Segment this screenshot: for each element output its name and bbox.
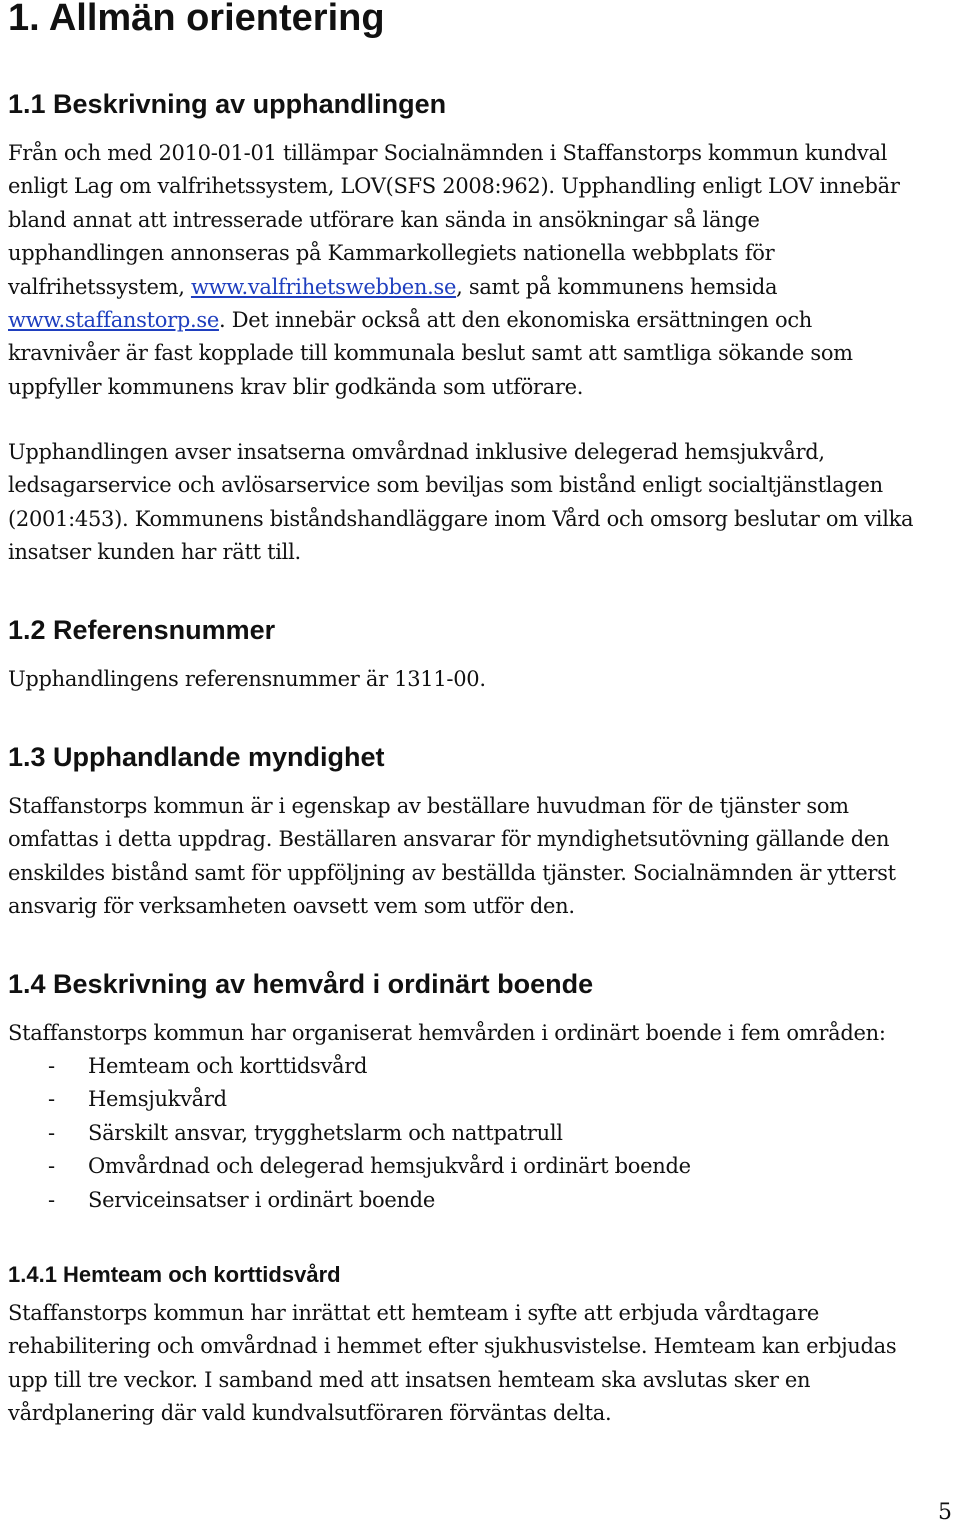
- text-line: rehabilitering och omvårdnad i hemmet efter sjukhusvistelse. Hemteam kan erbjudas: [8, 1334, 897, 1359]
- section-heading-1-1: 1.1 Beskrivning av upphandlingen: [8, 89, 447, 119]
- section-heading-1-2: 1.2 Referensnummer: [8, 615, 276, 645]
- list-dash: -: [48, 1120, 55, 1145]
- text-line: (2001:453). Kommunens biståndshandläggare inom Vård och omsorg beslutar om vilka: [8, 506, 914, 531]
- text-fragment: valfrihetssystem,: [8, 274, 191, 299]
- section-1-2-paragraph: [8, 663, 960, 696]
- section-1-1-paragraph-1: [8, 137, 960, 404]
- section-1-4-1-paragraph: [8, 1297, 960, 1431]
- text-line: upphandlingen annonseras på Kammarkollegiets nationella webbplats för: [8, 241, 775, 266]
- section-1-1-paragraph-2: [8, 436, 960, 570]
- list-item: [8, 1117, 691, 1150]
- text-line: omfattas i detta uppdrag. Beställaren ansvarar för myndighetsutövning gällande den: [8, 827, 890, 852]
- section-heading-1-4: 1.4 Beskrivning av hemvård i ordinärt boende: [8, 969, 594, 999]
- list-item: [8, 1083, 691, 1116]
- text-line: upp till tre veckor. I samband med att insatsen hemteam ska avslutas sker en: [8, 1367, 811, 1392]
- text-line: uppfyller kommunens krav blir godkända som utförare.: [8, 374, 584, 399]
- list-item: [8, 1184, 691, 1217]
- text-line: ansvarig för verksamheten oavsett vem som utför den.: [8, 894, 575, 919]
- list-dash: -: [48, 1154, 55, 1179]
- list-item: [8, 1150, 691, 1183]
- list-item-text: Hemteam och korttidsvård: [88, 1054, 368, 1078]
- text-line: insatser kunden har rätt till.: [8, 540, 301, 565]
- page-number: 5: [938, 1500, 952, 1525]
- text-line: [8, 304, 960, 337]
- valfrihetswebben-link[interactable]: www.valfrihetswebben.se: [190, 274, 457, 299]
- list-item-text: Serviceinsatser i ordinärt boende: [88, 1187, 435, 1212]
- list-item-text: Hemsjukvård: [88, 1087, 227, 1112]
- text-fragment: , samt på kommunens hemsida: [456, 274, 778, 299]
- list-dash: -: [48, 1054, 55, 1078]
- list-item: [8, 1050, 691, 1083]
- text-line: bland annat att intresserade utförare kan sända in ansökningar så länge: [8, 207, 760, 232]
- section-1-3-paragraph: [8, 790, 960, 924]
- text-line: ledsagarservice och avlösarservice som beviljas som bistånd enligt socialtjänstlagen: [8, 473, 883, 498]
- text-line: [8, 271, 960, 304]
- text-line: enskildes bistånd samt för uppföljning av beställda tjänster. Socialnämnden är ytterst: [8, 860, 896, 885]
- section-heading-1-4-1: 1.4.1 Hemteam och korttidsvård: [8, 1262, 341, 1287]
- text-line: Upphandlingens referensnummer är 1311-00.: [8, 667, 486, 691]
- text-fragment: . Det innebär också att den ekonomiska ersättningen och: [218, 308, 813, 333]
- section-1-4-intro: [8, 1017, 960, 1050]
- text-line: Från och med 2010-01-01 tillämpar Socialnämnden i Staffanstorps kommun kundval: [8, 141, 888, 165]
- list-item-text: Omvårdnad och delegerad hemsjukvård i ordinärt boende: [88, 1154, 691, 1179]
- text-line: Staffanstorps kommun har inrättat ett hemteam i syfte att erbjuda vårdtagare: [8, 1301, 819, 1325]
- chapter-heading: 1. Allmän orientering: [8, 0, 385, 39]
- section-heading-1-3: 1.3 Upphandlande myndighet: [8, 742, 385, 772]
- text-line: Staffanstorps kommun är i egenskap av beställare huvudman för de tjänster som: [8, 794, 849, 818]
- list-item-text: Särskilt ansvar, trygghetslarm och nattpatrull: [88, 1120, 563, 1145]
- text-line: Staffanstorps kommun har organiserat hemvården i ordinärt boende i fem områden:: [8, 1021, 886, 1045]
- text-line: kravnivåer är fast kopplade till kommunala beslut samt att samtliga sökande som: [8, 341, 853, 366]
- text-line: enligt Lag om valfrihetssystem, LOV(SFS 2008:962). Upphandling enligt LOV innebär: [8, 174, 900, 199]
- list-dash: -: [48, 1087, 55, 1112]
- text-line: Upphandlingen avser insatserna omvårdnad inklusive delegerad hemsjukvård,: [8, 440, 825, 464]
- areas-list: [8, 1050, 691, 1217]
- text-line: vårdplanering där vald kundvalsutföraren förväntas delta.: [8, 1401, 612, 1426]
- staffanstorp-link[interactable]: www.staffanstorp.se: [8, 308, 219, 333]
- list-dash: -: [48, 1187, 55, 1212]
